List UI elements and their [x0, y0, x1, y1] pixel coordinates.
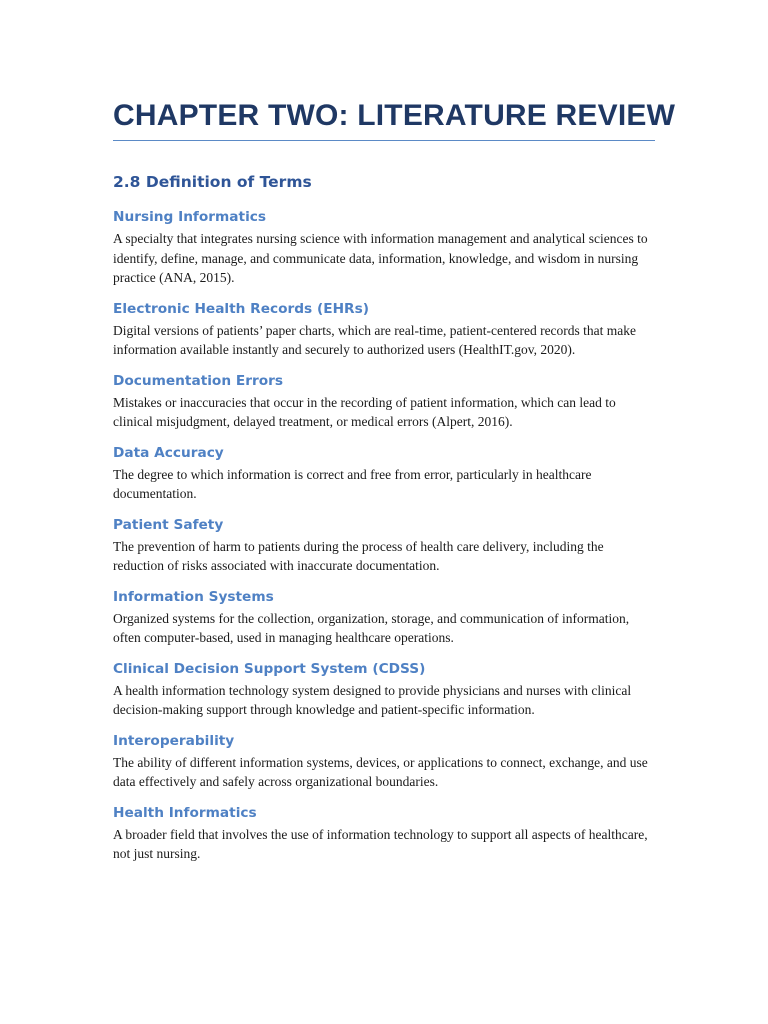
section-heading: 2.8 Definition of Terms	[113, 173, 312, 191]
term-clinical-decision-support-system	[113, 659, 655, 720]
document-page	[113, 96, 676, 875]
term-patient-safety	[113, 515, 655, 576]
term-heading: Nursing Informatics	[113, 209, 267, 225]
term-definition: A health information technology system designed to provide physicians and nurses with clinical decision-making support through knowledge and patient-specific information.	[113, 682, 632, 717]
chapter-title: CHAPTER TWO: LITERATURE REVIEW	[113, 99, 676, 132]
term-heading: Health Informatics	[113, 804, 257, 821]
term-heading: Documentation Errors	[113, 372, 283, 389]
term-information-systems	[113, 587, 655, 648]
term-definition: The ability of different information systems, devices, or applications to connect, exchange, and use data effectively and safely across organizational boundaries.	[113, 754, 648, 789]
term-heading: Information Systems	[113, 588, 274, 605]
term-health-informatics	[113, 803, 655, 864]
term-heading: Patient Safety	[113, 516, 224, 533]
term-definition: A broader field that involves the use of information technology to support all aspects of healthcare, not just nursing.	[113, 826, 648, 861]
term-documentation-errors	[113, 371, 655, 432]
term-definition: The prevention of harm to patients during the process of health care delivery, including the reduction of risks associated with inaccurate documentation.	[113, 538, 604, 573]
term-definition: Digital versions of patients’ paper charts, which are real-time, patient-centered records that make information available instantly and securely to authorized users (HealthIT.gov, 2020).	[113, 322, 637, 357]
term-data-accuracy	[113, 443, 655, 504]
title-underline	[113, 140, 655, 141]
term-electronic-health-records	[113, 299, 655, 360]
term-definition: Organized systems for the collection, organization, storage, and communication of information, often computer-based, used in managing healthcare operations.	[113, 610, 630, 645]
term-heading: Interoperability	[113, 732, 235, 749]
term-interoperability	[113, 731, 655, 792]
term-heading: Electronic Health Records (EHRs)	[113, 300, 369, 317]
term-nursing-informatics	[113, 207, 655, 288]
term-definition: Mistakes or inaccuracies that occur in the recording of patient information, which can lead to clinical misjudgment, delayed treatment, or medical errors (Alpert, 2016).	[113, 394, 616, 429]
term-heading: Clinical Decision Support System (CDSS)	[113, 660, 426, 677]
term-heading: Data Accuracy	[113, 444, 224, 461]
term-definition: The degree to which information is correct and free from error, particularly in healthcare documentation.	[113, 466, 592, 501]
term-list	[113, 207, 655, 864]
term-definition: A specialty that integrates nursing science with information management and analytical sciences to identify, define, manage, and communicate data, information, knowledge, and wisdom in nursing practice (ANA, 2015).	[113, 231, 648, 285]
